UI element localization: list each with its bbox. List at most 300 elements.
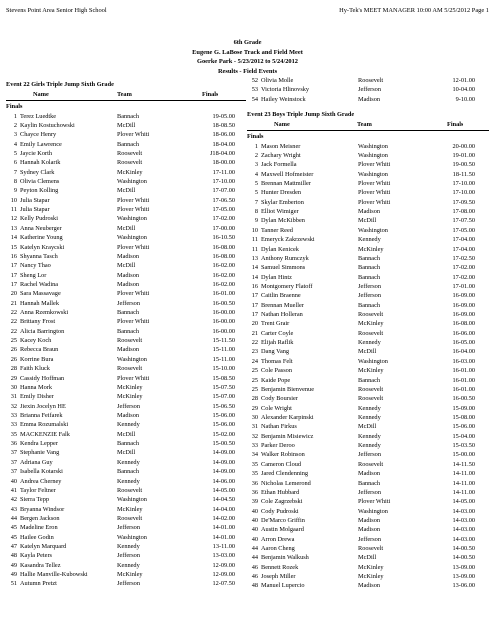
- result-place: 32: [251, 432, 258, 440]
- finals-mark: 16-08.00: [452, 320, 475, 328]
- result-row: [6, 477, 246, 486]
- finals-mark: 18-06.00: [212, 131, 235, 139]
- result-place: 9: [13, 187, 17, 195]
- athlete-name: Sara Massavage: [20, 290, 61, 298]
- athlete-name: Elliot Wimiger: [261, 208, 299, 216]
- athlete-name: Brianna Feifarek: [20, 412, 63, 419]
- athlete-name: Cole Zagrzebski: [261, 498, 303, 506]
- athlete-name: Sydney Clark: [20, 168, 55, 176]
- result-row: [6, 458, 246, 467]
- result-row: [247, 553, 489, 562]
- team-name: Roosevelt: [358, 311, 384, 319]
- result-row: [6, 243, 246, 252]
- result-row: [247, 338, 489, 347]
- result-place: 4: [13, 140, 17, 148]
- athlete-name: Anna Neuberger: [20, 224, 62, 232]
- result-row: [247, 450, 489, 459]
- result-place: 10: [251, 226, 258, 234]
- team-name: Washington: [358, 357, 388, 365]
- team-name: McKinley: [358, 563, 384, 571]
- result-place: 25: [251, 367, 258, 375]
- finals-mark: 15-02.00: [212, 430, 235, 438]
- finals-mark: 16-06.00: [452, 329, 475, 337]
- result-row: [6, 448, 246, 457]
- result-place: 11: [251, 236, 258, 244]
- result-row: [6, 533, 246, 542]
- athlete-name: Kendra Lepper: [20, 440, 58, 448]
- team-name: Madison: [358, 208, 381, 216]
- result-place: 1: [254, 142, 258, 150]
- team-name: Kennedy: [358, 339, 381, 347]
- result-row: [247, 160, 489, 169]
- result-row: [6, 392, 246, 401]
- column-header-team: Team: [357, 121, 372, 129]
- team-name: Bannach: [117, 327, 140, 335]
- athlete-name: Dylan McKibben: [261, 217, 305, 225]
- athlete-name: Katherine Young: [20, 234, 63, 242]
- result-place: 25: [251, 376, 258, 384]
- finals-mark: 14-00.50: [452, 554, 475, 562]
- result-row: [6, 374, 246, 383]
- result-row: [247, 413, 489, 422]
- result-place: 17: [251, 311, 258, 319]
- result-place: 40: [251, 507, 258, 515]
- athlete-name: Aaron Cheng: [261, 545, 295, 553]
- team-name: Kennedy: [358, 414, 381, 421]
- finals-mark: 17-02.50: [452, 254, 475, 262]
- result-place: 16: [10, 252, 17, 260]
- team-name: Roosevelt: [117, 486, 143, 494]
- finals-mark: 13-03.00: [212, 552, 235, 560]
- event-22-title: Event 22 Girls Triple Jump Sixth Grade: [6, 81, 114, 88]
- result-place: 54: [251, 95, 258, 103]
- finals-mark: 15-03.50: [452, 442, 475, 450]
- finals-mark: 19-00.50: [452, 161, 475, 169]
- finals-mark: 14-03.00: [452, 526, 475, 534]
- athlete-name: Cody Pudroski: [261, 507, 299, 515]
- team-name: McKinley: [117, 383, 143, 391]
- athlete-name: Julia Stapar: [20, 196, 50, 204]
- team-name: Bannach: [358, 376, 381, 384]
- result-row: [6, 430, 246, 439]
- team-name: McKinley: [117, 571, 143, 579]
- result-place: 17: [10, 262, 17, 270]
- athlete-name: Brennan Mattmiller: [261, 180, 311, 188]
- team-name: Washington: [358, 226, 388, 234]
- result-place: 40: [10, 477, 17, 485]
- team-name: Plover Whiti: [117, 206, 150, 214]
- finals-mark: 14-09.00: [212, 468, 235, 476]
- finals-mark: 13-09.00: [452, 573, 475, 581]
- event-23-column-headers: [247, 120, 489, 129]
- result-place: 35: [251, 470, 258, 478]
- athlete-name: Olivia Clemens: [20, 178, 60, 186]
- athlete-name: Tanner Reed: [261, 226, 293, 234]
- team-name: Plover Whiti: [117, 374, 150, 382]
- school-name: Stevens Point Area Senior High School: [6, 7, 107, 14]
- result-row: [247, 432, 489, 441]
- finals-mark: 15-07.00: [212, 393, 235, 401]
- athlete-name: Rebecca Braun: [20, 346, 59, 354]
- left-column: [6, 80, 246, 589]
- finals-mark: 16-09.00: [452, 292, 475, 300]
- finals-mark: 12-07.50: [212, 580, 235, 588]
- finals-mark: 19-01.00: [452, 151, 475, 159]
- team-name: Bannach: [117, 309, 140, 317]
- result-place: 1: [13, 112, 17, 120]
- result-place: 39: [251, 498, 258, 506]
- team-name: Washington: [117, 355, 147, 363]
- result-place: 42: [10, 496, 17, 504]
- result-place: 44: [251, 554, 258, 562]
- team-name: Plover Whiti: [358, 161, 391, 169]
- result-row: [6, 280, 246, 289]
- team-name: Washington: [117, 533, 147, 541]
- finals-mark: 15-07.50: [212, 383, 235, 391]
- result-row: [247, 488, 489, 497]
- athlete-name: Walker Robinson: [261, 451, 305, 459]
- athlete-name: Cody Boursier: [261, 395, 298, 403]
- athlete-name: Benjamin Walkush: [261, 554, 309, 562]
- event-22-results-continued: [247, 76, 489, 104]
- finals-mark: 15-04.00: [452, 432, 475, 440]
- team-name: Plover Whiti: [358, 189, 391, 197]
- athlete-name: Hailee Godin: [20, 533, 54, 541]
- finals-mark: 15-06.00: [212, 412, 235, 419]
- finals-mark: 15-06.00: [452, 423, 475, 431]
- result-row: [6, 224, 246, 233]
- finals-mark: 14-11.00: [452, 470, 475, 478]
- result-place: 49: [10, 571, 17, 579]
- result-row: [247, 404, 489, 413]
- team-name: Madison: [358, 582, 381, 590]
- team-name: Washington: [358, 507, 388, 515]
- finals-mark: 15-08.00: [452, 414, 475, 421]
- finals-mark: 17-02.00: [452, 273, 475, 281]
- team-name: McKinley: [358, 320, 384, 328]
- result-row: [6, 579, 246, 588]
- team-name: Jefferson: [358, 292, 381, 300]
- finals-mark: 17-05.00: [452, 226, 475, 234]
- finals-mark: 17-00.00: [212, 224, 235, 232]
- athlete-name: Katelyn Marquard: [20, 543, 67, 551]
- column-header-name: Name: [274, 121, 290, 129]
- athlete-name: Thomas Felt: [261, 357, 293, 365]
- result-row: [247, 507, 489, 516]
- result-row: [247, 85, 489, 94]
- athlete-name: Korrine Bura: [20, 355, 54, 363]
- result-row: [6, 570, 246, 579]
- athlete-name: Jared Clendenning: [261, 470, 309, 478]
- athlete-name: Kayla Peters: [20, 552, 52, 560]
- right-column: [247, 76, 489, 591]
- athlete-name: Victoria Hlinovsky: [261, 86, 310, 94]
- finals-mark: 17-04.00: [452, 245, 475, 253]
- result-place: 7: [13, 168, 17, 176]
- finals-mark: 14-09.00: [212, 458, 235, 466]
- team-name: Plover Whiti: [117, 243, 150, 251]
- athlete-name: Mason Meisner: [261, 142, 301, 150]
- result-row: [6, 345, 246, 354]
- team-name: Kennedy: [117, 477, 140, 485]
- finals-mark: 15-11.50: [212, 337, 235, 345]
- result-row: [6, 486, 246, 495]
- finals-mark: 14-01.00: [212, 524, 235, 532]
- finals-mark: 15-10.00: [212, 365, 235, 373]
- finals-mark: 16-00.00: [212, 318, 235, 326]
- result-place: 15: [10, 243, 17, 251]
- finals-mark: 17-05.00: [212, 206, 235, 214]
- team-name: Washington: [117, 178, 147, 186]
- team-name: Plover Whiti: [117, 131, 150, 139]
- result-place: 21: [251, 329, 258, 337]
- athlete-name: Dylan Kenicek: [261, 245, 299, 253]
- finals-mark: 18-04.00: [212, 140, 235, 148]
- athlete-name: Kacey Koch: [20, 337, 52, 345]
- result-place: 11: [251, 245, 258, 253]
- finals-mark: 16-05.00: [452, 339, 475, 347]
- result-place: 8: [13, 178, 17, 186]
- athlete-name: Kaide Pope: [261, 376, 291, 384]
- finals-mark: 15-09.00: [452, 404, 475, 412]
- athlete-name: Kaylin Kostuchowski: [20, 121, 75, 129]
- result-row: [6, 467, 246, 476]
- team-name: McDill: [117, 449, 136, 457]
- result-place: 7: [254, 198, 258, 206]
- result-row: [247, 535, 489, 544]
- team-name: McDill: [358, 217, 377, 225]
- result-place: 46: [251, 563, 258, 571]
- result-place: 44: [251, 545, 258, 553]
- column-header-finals: Finals: [447, 121, 464, 129]
- result-place: 33: [10, 421, 17, 429]
- finals-mark: 19-05.00: [212, 112, 235, 120]
- finals-mark: 13-11.00: [212, 543, 235, 551]
- finals-mark: 17-10.00: [452, 180, 475, 188]
- result-place: 52: [251, 77, 258, 84]
- team-name: Jefferson: [117, 299, 140, 307]
- result-row: [6, 411, 246, 420]
- result-row: [6, 252, 246, 261]
- result-row: [247, 319, 489, 328]
- result-place: 20: [251, 320, 258, 328]
- athlete-name: Emily Lawrence: [20, 140, 62, 148]
- team-name: McKinley: [358, 245, 384, 253]
- finals-mark: 14-09.00: [212, 449, 235, 457]
- result-place: 22: [10, 318, 17, 326]
- result-row: [247, 170, 489, 179]
- finals-section-label: Finals: [247, 133, 264, 141]
- result-place: 29: [251, 404, 258, 412]
- result-row: [247, 95, 489, 104]
- athlete-name: Autumn Pretzt: [20, 580, 57, 588]
- finals-mark: 14-05.00: [212, 486, 235, 494]
- finals-mark: 13-06.00: [452, 582, 475, 590]
- finals-mark: 12-09.00: [212, 561, 235, 569]
- result-row: [247, 376, 489, 385]
- athlete-name: Dylan Hintz: [261, 273, 292, 281]
- team-name: Kennedy: [358, 442, 381, 450]
- software-stamp: Hy-Tek's MEET MANAGER 10:00 AM 5/25/2012 Page 1: [339, 7, 489, 14]
- result-row: [247, 207, 489, 216]
- team-name: Kennedy: [117, 543, 140, 551]
- athlete-name: Alicia Barrington: [20, 327, 65, 335]
- finals-mark: 17-02.00: [212, 215, 235, 223]
- result-place: 22: [251, 339, 258, 347]
- team-name: McDill: [358, 348, 377, 356]
- result-row: [6, 355, 246, 364]
- finals-mark: 14-03.00: [452, 535, 475, 543]
- athlete-name: Andrea Cherney: [20, 477, 62, 485]
- result-place: 36: [251, 488, 258, 496]
- finals-mark: 17-01.00: [452, 282, 475, 290]
- team-name: Madison: [358, 95, 381, 103]
- result-row: [6, 261, 246, 270]
- result-place: 33: [251, 442, 258, 450]
- finals-mark: 18-11.50: [452, 170, 475, 178]
- finals-mark: 16-00.50: [452, 395, 475, 403]
- result-row: [6, 495, 246, 504]
- finals-mark: 17-09.50: [452, 198, 475, 206]
- result-row: [247, 422, 489, 431]
- athlete-name: Jaycie Korth: [20, 149, 52, 157]
- result-place: 40: [251, 526, 258, 534]
- result-row: [247, 291, 489, 300]
- finals-mark: 14-01.00: [212, 533, 235, 541]
- finals-mark: 18-00.00: [212, 159, 235, 167]
- team-name: McDill: [358, 554, 377, 562]
- athlete-name: Manuel Lupercio: [261, 582, 305, 590]
- finals-mark: 14-02.00: [212, 514, 235, 522]
- team-name: Bannach: [117, 440, 140, 448]
- result-place: 23: [251, 348, 258, 356]
- result-row: [247, 572, 489, 581]
- team-name: Roosevelt: [117, 337, 143, 345]
- result-place: 17: [10, 271, 17, 279]
- finals-mark: 15-11.00: [212, 346, 235, 354]
- result-place: 17: [10, 280, 17, 288]
- result-row: [247, 76, 489, 85]
- athlete-name: Benjamin Bienvenue: [261, 385, 314, 393]
- team-name: Madison: [117, 346, 140, 354]
- result-place: 37: [10, 449, 17, 457]
- result-row: [6, 514, 246, 523]
- result-row: [6, 299, 246, 308]
- athlete-name: Brennan Mueller: [261, 301, 304, 309]
- result-row: [6, 112, 246, 121]
- team-name: Plover Whiti: [117, 290, 150, 298]
- result-row: [247, 366, 489, 375]
- team-name: Jefferson: [358, 86, 381, 94]
- result-row: [247, 263, 489, 272]
- team-name: Washington: [117, 496, 147, 504]
- athlete-name: Isabella Kotarski: [20, 468, 63, 476]
- team-name: Madison: [358, 470, 381, 478]
- finals-mark: 16-09.00: [452, 311, 475, 319]
- team-name: McDill: [358, 423, 377, 431]
- team-name: McKinley: [117, 505, 143, 513]
- team-name: Washington: [358, 142, 388, 150]
- results-heading: Results - Field Events: [217, 67, 278, 75]
- finals-mark: 15-06.00: [212, 421, 235, 429]
- finals-mark: 17-07.50: [452, 217, 475, 225]
- athlete-name: Hanna Mork: [20, 383, 53, 391]
- athlete-name: Nancy Thao: [20, 262, 51, 270]
- result-place: 48: [10, 552, 17, 560]
- finals-mark: 16-09.00: [452, 301, 475, 309]
- result-row: [6, 158, 246, 167]
- team-name: Plover Whiti: [358, 180, 391, 188]
- team-name: Madison: [117, 280, 140, 288]
- result-row: [6, 121, 246, 130]
- result-place: 32: [10, 402, 17, 410]
- finals-mark: 16-02.00: [212, 280, 235, 288]
- column-header-team: Team: [117, 91, 132, 98]
- finals-mark: 17-06.50: [212, 196, 235, 204]
- athlete-name: Taylor Feltner: [20, 486, 56, 494]
- team-name: Jefferson: [358, 451, 381, 459]
- result-row: [6, 168, 246, 177]
- team-name: Plover Whiti: [358, 198, 391, 206]
- team-name: Bannach: [117, 468, 140, 476]
- result-row: [6, 420, 246, 429]
- athlete-name: Hannah Kolarik: [20, 159, 61, 167]
- result-row: [6, 439, 246, 448]
- athlete-name: Benjamin Misiewicz: [261, 432, 314, 440]
- column-header-name: Name: [33, 91, 49, 98]
- athlete-name: Nathan Firkus: [261, 423, 297, 431]
- result-row: [6, 551, 246, 560]
- result-row: [6, 523, 246, 532]
- team-name: McDill: [117, 187, 136, 195]
- result-row: [6, 130, 246, 139]
- result-place: 2: [13, 121, 17, 129]
- result-place: 26: [10, 346, 17, 354]
- result-place: 41: [10, 486, 17, 494]
- team-name: Jefferson: [117, 524, 140, 532]
- athlete-name: Rachel Wadina: [20, 280, 59, 288]
- team-name: Roosevelt: [358, 385, 384, 393]
- team-name: Plover Whiti: [117, 318, 150, 326]
- athlete-name: Hailey Weinstock: [261, 95, 306, 103]
- finals-mark: 14-00.50: [452, 545, 475, 553]
- result-place: 6: [13, 159, 17, 167]
- result-place: 46: [251, 573, 258, 581]
- athlete-name: Cole Wright: [261, 404, 292, 412]
- result-place: 8: [254, 208, 258, 216]
- result-row: [247, 479, 489, 488]
- result-place: 13: [251, 254, 258, 262]
- result-place: 17: [251, 292, 258, 300]
- finals-mark: 16-02.00: [212, 262, 235, 270]
- result-place: 30: [10, 383, 17, 391]
- finals-mark: 16-08.00: [212, 243, 235, 251]
- result-row: [6, 177, 246, 186]
- result-row: [247, 142, 489, 151]
- team-name: McKinley: [358, 573, 384, 581]
- athlete-name: Zachary Wright: [261, 151, 301, 159]
- athlete-name: Nathan Holleran: [261, 311, 303, 319]
- team-name: Kennedy: [358, 404, 381, 412]
- athlete-name: Bennett Rozek: [261, 563, 299, 571]
- team-name: Jefferson: [358, 282, 381, 290]
- finals-mark: 14-11.50: [452, 460, 475, 468]
- result-row: [247, 347, 489, 356]
- result-place: 25: [251, 385, 258, 393]
- team-name: McDill: [117, 430, 136, 438]
- result-row: [6, 233, 246, 242]
- finals-mark: 14-03.00: [452, 507, 475, 515]
